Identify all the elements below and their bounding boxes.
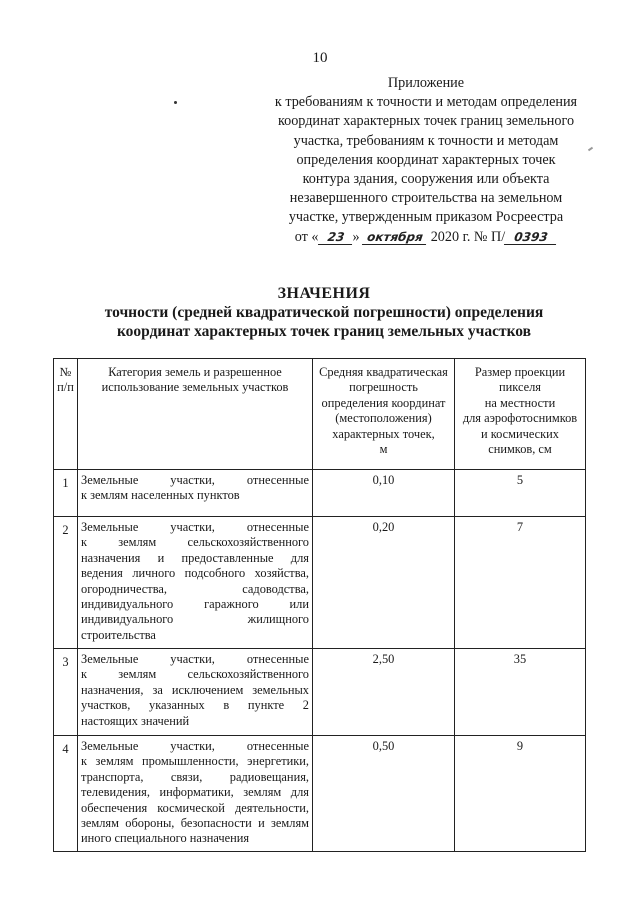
header-text: п/п bbox=[57, 380, 74, 395]
header-text: погрешность bbox=[349, 380, 418, 395]
row-pixel-size: 7 bbox=[455, 517, 586, 649]
row-accuracy: 0,50 bbox=[313, 736, 455, 852]
date-prefix: от « bbox=[294, 228, 319, 245]
category-line: назначения, за исключением земельных bbox=[81, 682, 309, 697]
header-text: характерных точек, bbox=[332, 426, 435, 441]
row-category bbox=[78, 736, 313, 852]
header-text: снимков, см bbox=[488, 442, 552, 457]
header-accuracy bbox=[313, 359, 455, 470]
category-line: ведения личного подсобного хозяйства, bbox=[81, 566, 309, 581]
date-mid: » bbox=[352, 228, 360, 245]
header-text: для аэрофотоснимков bbox=[462, 411, 578, 426]
category-line: транспорта, связи, радиовещания, bbox=[81, 769, 309, 784]
category-line: Земельные участки, отнесенные bbox=[81, 652, 309, 666]
header-text: использование земельных участков bbox=[101, 380, 289, 395]
handwritten-day: 23 bbox=[317, 230, 353, 245]
header-number bbox=[54, 359, 78, 470]
appendix-block bbox=[255, 74, 597, 247]
category-line: индивидуального гаражного или bbox=[81, 597, 309, 612]
header-text: (местоположения) bbox=[335, 411, 432, 426]
row-number: 1 bbox=[54, 470, 78, 517]
row-pixel-size: 35 bbox=[455, 649, 586, 736]
category-line: Земельные участки, отнесенные bbox=[81, 520, 309, 534]
table-row bbox=[54, 736, 586, 852]
appendix-title: Приложение bbox=[387, 75, 465, 91]
order-date-line bbox=[255, 228, 597, 247]
row-pixel-size: 9 bbox=[455, 736, 586, 852]
row-category bbox=[78, 517, 313, 649]
header-text: пикселя bbox=[498, 380, 541, 395]
row-number: 3 bbox=[54, 649, 78, 736]
header-text: № bbox=[59, 365, 72, 379]
category-line: назначения и предоставленные для bbox=[81, 550, 309, 565]
category-line: к землям сельскохозяйственного bbox=[81, 667, 309, 682]
appendix-line: контура здания, сооружения или объекта bbox=[302, 171, 550, 188]
scan-speck bbox=[174, 101, 177, 104]
row-pixel-size: 5 bbox=[455, 470, 586, 517]
category-line: к землям населенных пунктов bbox=[81, 488, 240, 503]
appendix-line: определения координат характерных точек bbox=[296, 151, 556, 168]
category-line: огородничества, садоводства, bbox=[81, 581, 309, 596]
header-text: Категория земель и разрешенное bbox=[108, 365, 282, 379]
row-number: 2 bbox=[54, 517, 78, 649]
category-line: Земельные участки, отнесенные bbox=[81, 739, 309, 753]
appendix-line: незавершенного строительства на земельном bbox=[289, 190, 563, 207]
appendix-line: участке, утвержденным приказом Росреестра bbox=[288, 209, 564, 226]
category-line: обеспечения космической деятельности, bbox=[81, 800, 309, 815]
row-accuracy: 0,10 bbox=[313, 470, 455, 517]
header-text: м bbox=[379, 442, 388, 457]
category-line: настоящих значений bbox=[81, 713, 190, 728]
page-number: 10 bbox=[312, 50, 328, 66]
row-category bbox=[78, 470, 313, 517]
category-line: к землям сельскохозяйственного bbox=[81, 535, 309, 550]
date-year: 2020 г. № П/ bbox=[430, 228, 506, 245]
table-row bbox=[54, 517, 586, 649]
heading-subtitle-line: точности (средней квадратической погрешности) определения bbox=[104, 304, 544, 321]
table-row bbox=[54, 649, 586, 736]
appendix-line: участка, требованиям к точности и методам bbox=[293, 132, 559, 149]
header-pixel-size bbox=[455, 359, 586, 470]
header-text: определения координат bbox=[321, 395, 446, 410]
header-category bbox=[78, 359, 313, 470]
row-number: 4 bbox=[54, 736, 78, 852]
heading-title: ЗНАЧЕНИЯ bbox=[277, 285, 371, 302]
appendix-line: к требованиям к точности и методам определения bbox=[274, 94, 578, 111]
handwritten-order-number: 0393 bbox=[504, 230, 558, 245]
table-header-row bbox=[54, 359, 586, 470]
row-accuracy: 0,20 bbox=[313, 517, 455, 649]
accuracy-table bbox=[53, 358, 586, 852]
category-line: Земельные участки, отнесенные bbox=[81, 473, 309, 487]
handwritten-month: октября bbox=[362, 230, 428, 245]
category-line: участков, указанных в пункте 2 bbox=[81, 698, 309, 713]
table-row bbox=[54, 470, 586, 517]
category-line: телевидения, информатики, землям для bbox=[81, 785, 309, 800]
header-text: Размер проекции bbox=[474, 365, 566, 379]
category-line: землям обороны, безопасности и землям bbox=[81, 816, 309, 831]
header-text: Средняя квадратическая bbox=[319, 365, 448, 379]
header-text: и космических bbox=[481, 426, 559, 441]
header-text: на местности bbox=[484, 395, 556, 410]
row-accuracy: 2,50 bbox=[313, 649, 455, 736]
category-line: строительства bbox=[81, 627, 156, 642]
category-line: к землям промышленности, энергетики, bbox=[81, 754, 309, 769]
document-heading bbox=[60, 284, 588, 341]
category-line: иного специального назначения bbox=[81, 831, 250, 846]
appendix-line: координат характерных точек границ земельного bbox=[277, 113, 575, 130]
heading-subtitle-line: координат характерных точек границ земельных участков bbox=[116, 323, 532, 340]
row-category bbox=[78, 649, 313, 736]
category-line: индивидуального жилищного bbox=[81, 612, 309, 627]
